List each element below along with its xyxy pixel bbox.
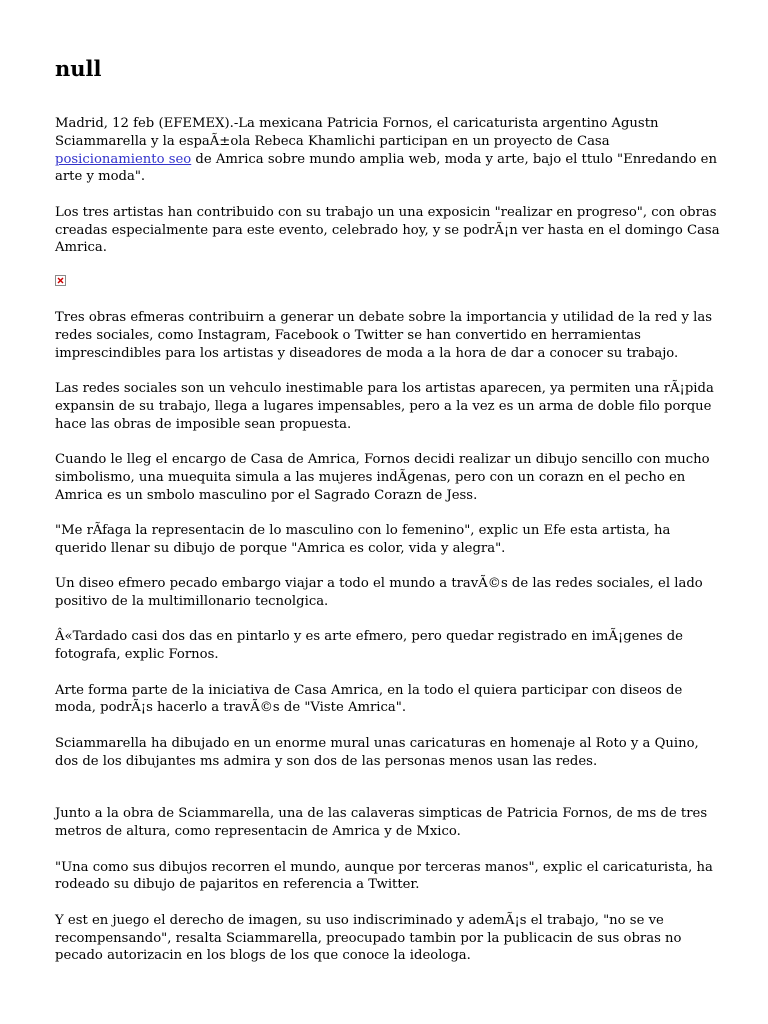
paragraph-1: [55, 115, 720, 186]
paragraph-13: Y est en juego el derecho de imagen, su uso indiscriminado y ademÃ¡s el trabajo, "no se ve recompensando", resalta Sciammarella, preocupado tambin por la publicacin de sus obras no pecado autorizacin en los blogs de los que conoce la ideologa.: [55, 912, 682, 964]
paragraph-2: Los tres artistas han contribuido con su trabajo un una exposicin "realizar en progreso", con obras creadas especialmente para este evento, celebrado hoy, y se podrÃ¡n ver hasta en el domingo Casa Amrica.: [55, 204, 720, 256]
paragraph-10: Sciammarella ha dibujado en un enorme mural unas caricaturas en homenaje al Roto y a Quino, dos de los dibujantes ms admira y son dos de las personas menos usan las redes.: [55, 735, 699, 769]
page-title: null: [55, 56, 102, 81]
article-body: [55, 115, 720, 983]
paragraph-11: Junto a la obra de Sciammarella, una de las calaveras simpticas de Patricia Fornos, de ms de tres metros de altura, como representacin de Amrica y de Mxico.: [55, 806, 708, 840]
paragraph-8: Â«Tardado casi dos das en pintarlo y es arte efmero, pero quedar registrado en imÃ¡genes de fotografa, explic Fornos.: [55, 629, 683, 663]
paragraph-9: Arte forma parte de la iniciativa de Casa Amrica, en la todo el quiera participar con diseos de moda, podrÃ¡s hacerlo a travÃ©s de "Viste Amrica".: [55, 682, 683, 716]
paragraph-5: Cuando le lleg el encargo de Casa de Amrica, Fornos decidi realizar un dibujo sencillo con mucho simbolismo, una muequita simula a las mujeres indÃgenas, pero con un corazn en el pecho en Amrica es un smbolo masculino por el Sagrado Corazn de Jess.: [55, 452, 710, 503]
paragraph-7: Un diseo efmero pecado embargo viajar a todo el mundo a travÃ©s de las redes sociales, el lado positivo de la multimillonario tecnolgica.: [55, 576, 703, 610]
broken-image-icon: [55, 275, 66, 286]
paragraph-1-text-end: de Amrica sobre mundo amplia web, moda y arte, bajo el ttulo "Enredando en arte y moda".: [55, 151, 717, 185]
paragraph-1-text-start: Madrid, 12 feb (EFEMEX).-La mexicana Patricia Fornos, el caricaturista argentino Agustn Sciammarella y la espaÃ±ola Rebeca Khamlichi participan en un proyecto de Casa: [55, 116, 659, 149]
paragraph-6: "Me rÃfaga la representacin de lo masculino con lo femenino", explic un Efe esta artista, ha querido llenar su dibujo de porque "Amrica es color, vida y alegra".: [55, 523, 671, 556]
paragraph-3: Tres obras efmeras contribuirn a generar un debate sobre la importancia y utilidad de la red y las redes sociales, como Instagram, Facebook o Twitter se han convertido en herramientas imprescindibles para los artistas y diseadores de moda a la hora de dar a conocer su trabajo.: [55, 310, 712, 361]
seo-link[interactable]: posicionamiento seo: [55, 151, 192, 167]
paragraph-12: "Una como sus dibujos recorren el mundo, aunque por terceras manos", explic el caricaturista, ha rodeado su dibujo de pajaritos en referencia a Twitter.: [55, 859, 713, 893]
paragraph-4: Las redes sociales son un vehculo inestimable para los artistas aparecen, ya permiten una rÃ¡pida expansin de su trabajo, llega a lugares impensables, pero a la vez es un arma de doble filo porque hace las obras de imposible sean propuesta.: [55, 381, 714, 432]
